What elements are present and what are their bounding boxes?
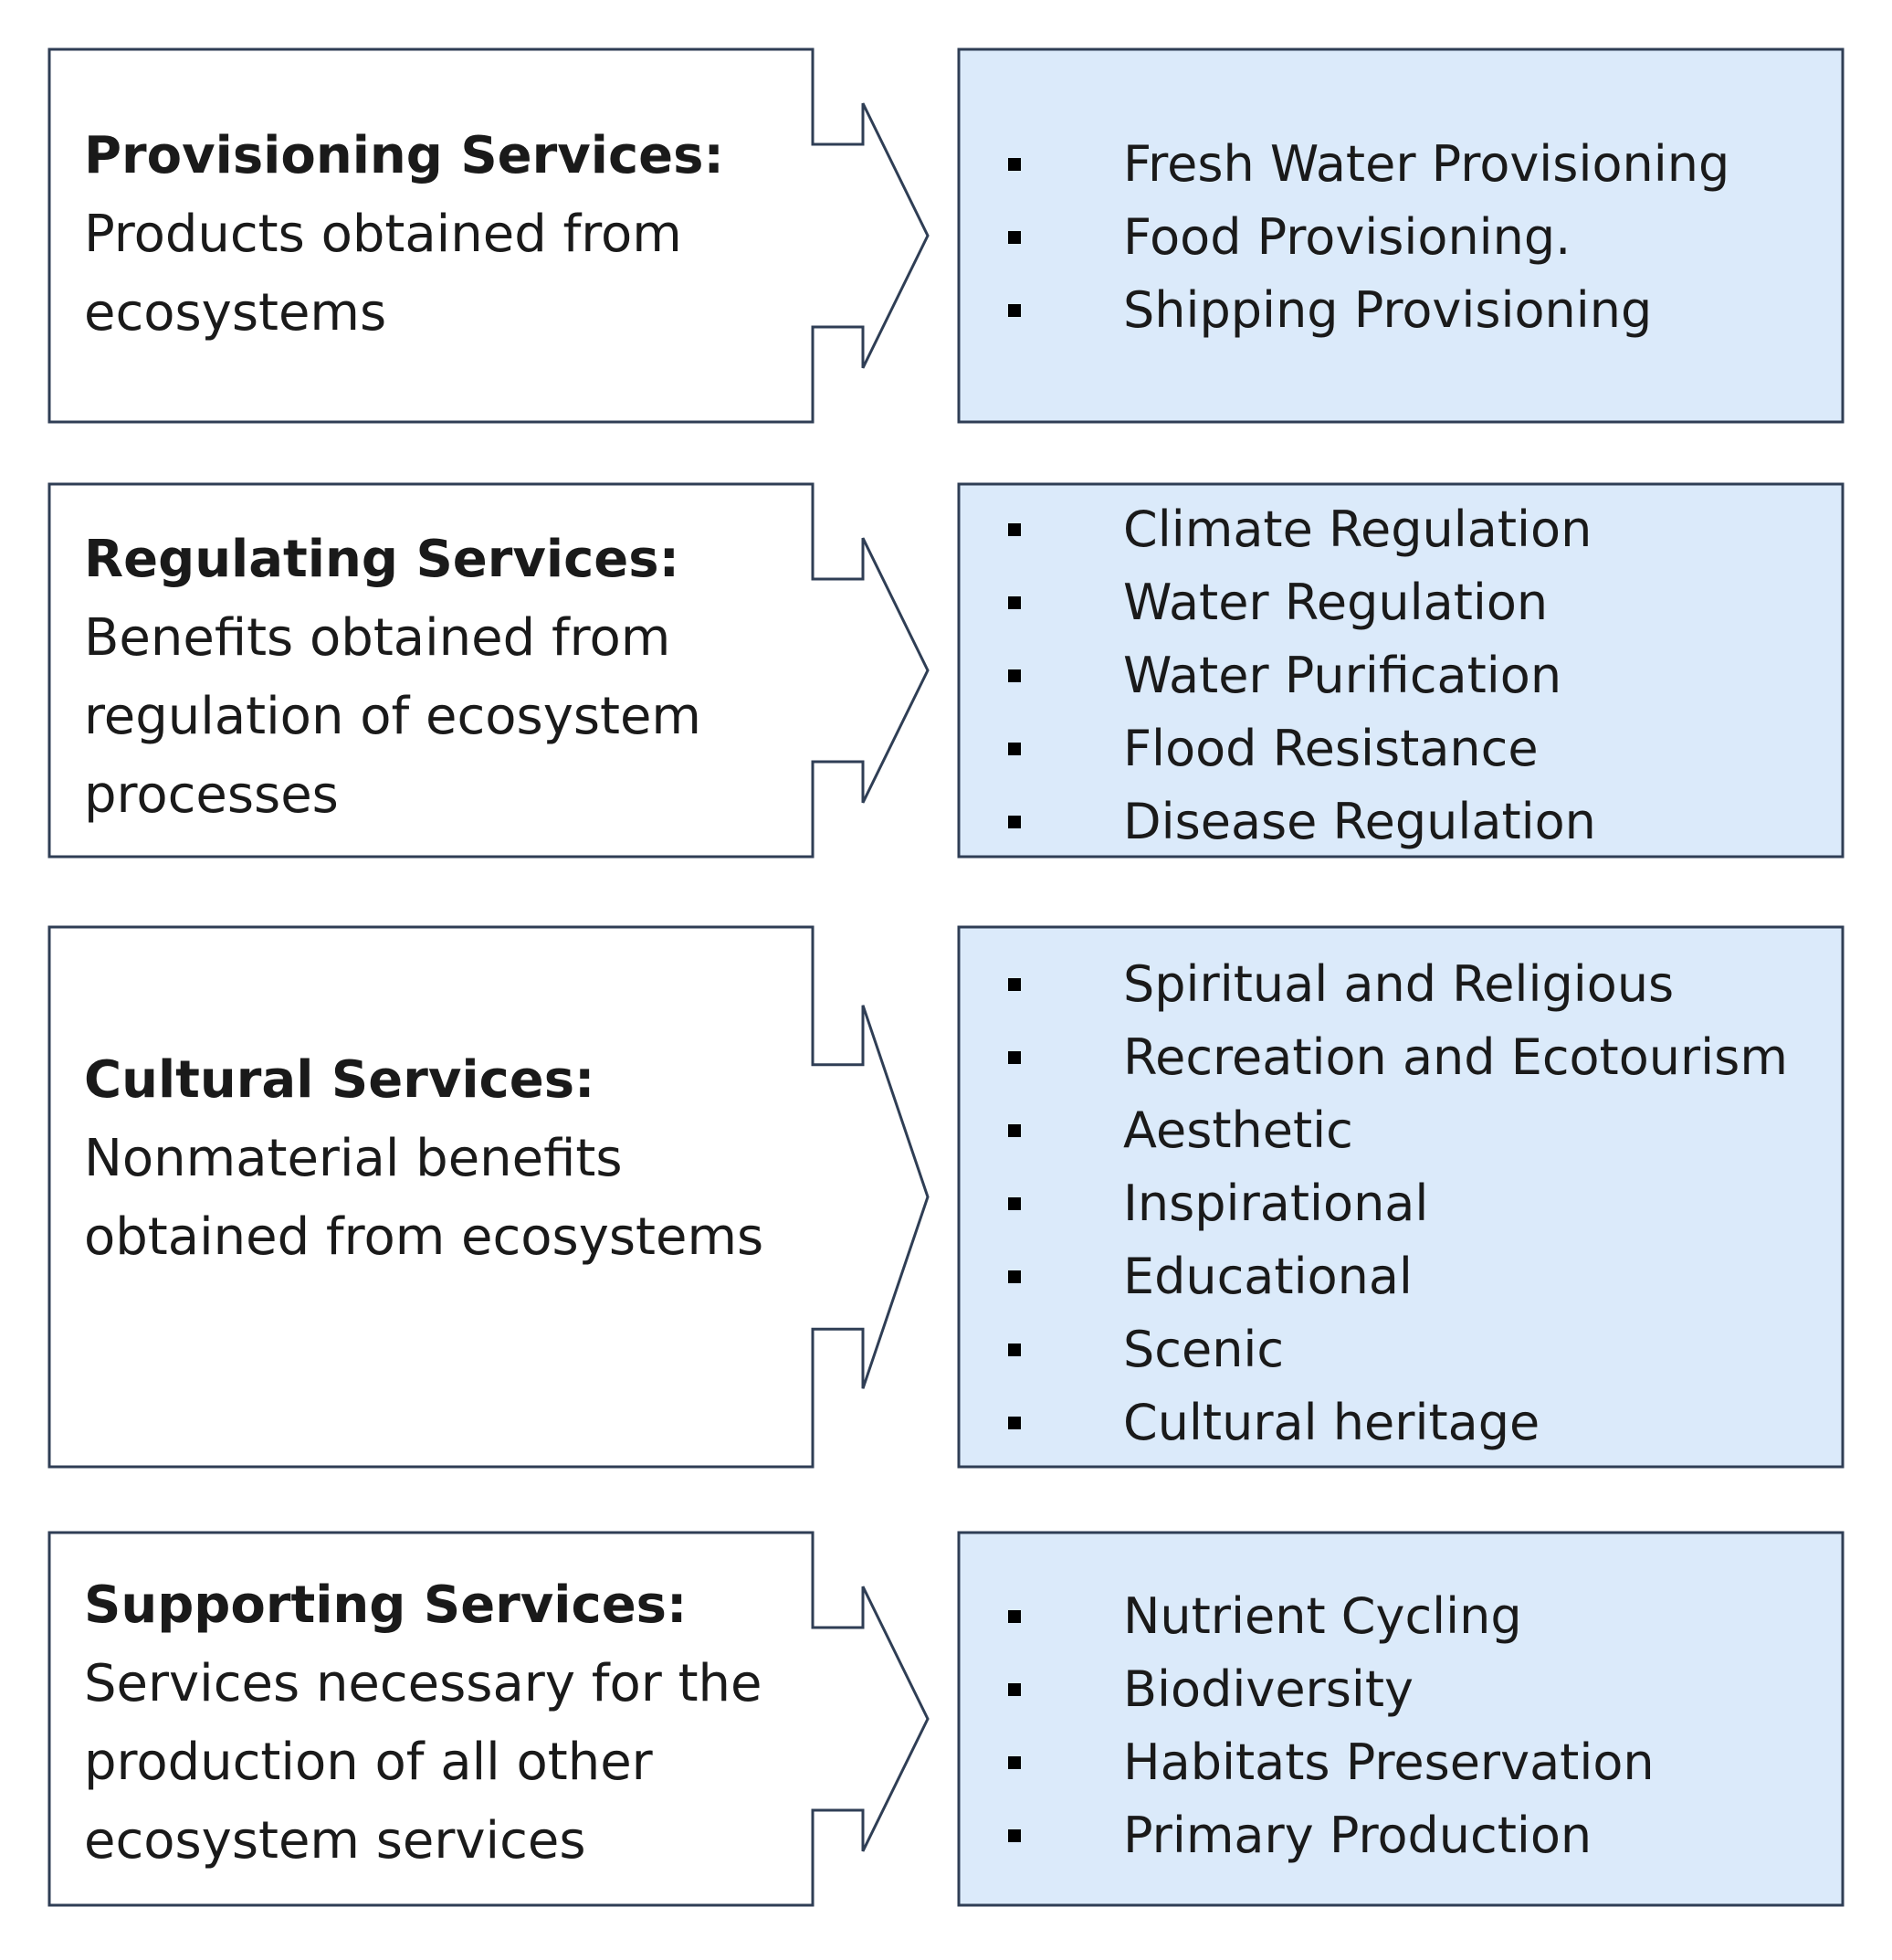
- bullet-icon: [1008, 743, 1021, 755]
- bullet-icon: [1008, 1756, 1021, 1769]
- bullet-icon: [1008, 1270, 1021, 1283]
- category-supporting: [84, 1566, 778, 1881]
- bullet-icon: [1008, 1417, 1021, 1429]
- service-label: Flood Resistance: [1123, 720, 1539, 777]
- category-title: Regulating Services:: [84, 530, 679, 589]
- regulating-service-list: [995, 493, 1596, 859]
- category-title: Supporting Services:: [84, 1575, 688, 1635]
- bullet-icon: [1008, 1683, 1021, 1696]
- list-item: [995, 1021, 1788, 1094]
- service-label: Aesthetic: [1123, 1101, 1353, 1159]
- service-label: Inspirational: [1123, 1175, 1429, 1232]
- service-label: Primary Production: [1123, 1807, 1592, 1864]
- bullet-icon: [1008, 1344, 1021, 1356]
- bullet-icon: [1008, 231, 1021, 244]
- list-item: [995, 128, 1729, 201]
- list-item: [995, 712, 1596, 785]
- service-label: Nutrient Cycling: [1123, 1587, 1522, 1645]
- service-label: Climate Regulation: [1123, 501, 1592, 558]
- bullet-icon: [1008, 816, 1021, 828]
- bullet-icon: [1008, 304, 1021, 317]
- service-label: Food Provisioning.: [1123, 208, 1571, 266]
- list-item: [995, 1240, 1788, 1313]
- category-title: Provisioning Services:: [84, 126, 724, 185]
- service-label: Fresh Water Provisioning: [1123, 135, 1730, 193]
- service-label: Spiritual and Religious: [1123, 955, 1675, 1013]
- service-label: Water Purification: [1123, 647, 1562, 704]
- list-item: [995, 785, 1596, 859]
- service-label: Recreation and Ecotourism: [1123, 1028, 1788, 1086]
- list-item: [995, 201, 1729, 274]
- supporting-service-list: [995, 1580, 1655, 1872]
- category-description: Benefits obtained from regulation of ecosystem processes: [84, 608, 701, 825]
- bullet-icon: [1008, 1051, 1021, 1064]
- list-item: [995, 1799, 1655, 1872]
- list-item: [995, 1653, 1655, 1726]
- bullet-icon: [1008, 596, 1021, 609]
- bullet-icon: [1008, 1124, 1021, 1137]
- category-provisioning: [84, 117, 778, 353]
- list-item: [995, 1167, 1788, 1240]
- list-item: [995, 1094, 1788, 1167]
- service-label: Cultural heritage: [1123, 1394, 1540, 1451]
- bullet-icon: [1008, 1829, 1021, 1842]
- list-item: [995, 1386, 1788, 1459]
- category-title: Cultural Services:: [84, 1050, 595, 1110]
- list-item: [995, 566, 1596, 639]
- list-item: [995, 1580, 1655, 1653]
- bullet-icon: [1008, 978, 1021, 991]
- service-label: Scenic: [1123, 1321, 1285, 1378]
- bullet-icon: [1008, 1197, 1021, 1210]
- list-item: [995, 493, 1596, 566]
- bullet-icon: [1008, 1610, 1021, 1623]
- category-regulating: [84, 521, 778, 835]
- category-description: Services necessary for the production of all other ecosystem services: [84, 1654, 762, 1870]
- list-item: [995, 1313, 1788, 1386]
- list-item: [995, 639, 1596, 712]
- provisioning-service-list: [995, 128, 1729, 347]
- list-item: [995, 274, 1729, 347]
- service-label: Habitats Preservation: [1123, 1733, 1655, 1791]
- category-description: Nonmaterial benefits obtained from ecosystems: [84, 1129, 764, 1267]
- bullet-icon: [1008, 158, 1021, 171]
- bullet-icon: [1008, 669, 1021, 682]
- cultural-service-list: [995, 948, 1788, 1459]
- category-description: Products obtained from ecosystems: [84, 205, 682, 342]
- list-item: [995, 948, 1788, 1021]
- service-label: Shipping Provisioning: [1123, 281, 1653, 339]
- list-item: [995, 1726, 1655, 1799]
- service-label: Biodiversity: [1123, 1660, 1414, 1718]
- service-label: Water Regulation: [1123, 574, 1549, 631]
- service-label: Disease Regulation: [1123, 793, 1596, 850]
- bullet-icon: [1008, 523, 1021, 536]
- category-cultural: [84, 1041, 778, 1277]
- service-label: Educational: [1123, 1248, 1413, 1305]
